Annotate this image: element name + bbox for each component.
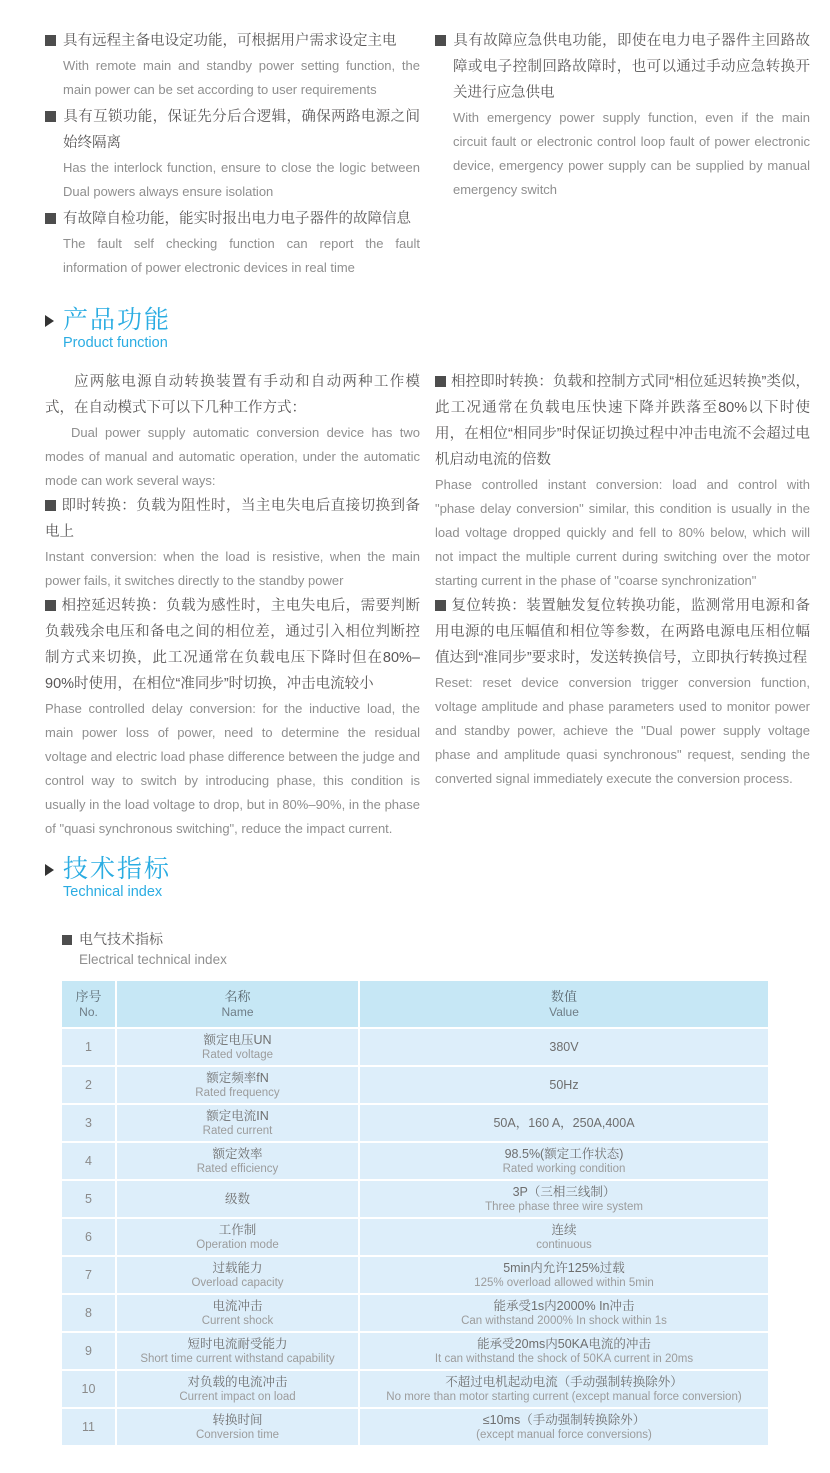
feature-cn-text: 具有互锁功能，保证先分后合逻辑，确保两路电源之间始终隔离 (63, 109, 420, 151)
feature-item (45, 104, 420, 204)
name-en: Operation mode (196, 1238, 279, 1251)
cell-value (360, 1295, 768, 1333)
header-no-cn: 序号 (75, 989, 102, 1004)
header-cell-name (117, 981, 360, 1029)
table-row (62, 1295, 768, 1333)
cell-value (360, 1371, 768, 1409)
bullet-square-icon (45, 35, 56, 46)
name-cn: 对负载的电流冲击 (187, 1374, 288, 1389)
table-row (62, 1219, 768, 1257)
subheader-en: Electrical technical index (79, 952, 227, 967)
value-en: Can withstand 2000% In shock within 1s (461, 1314, 667, 1327)
name-en: Rated voltage (202, 1048, 273, 1061)
name-cn: 电流冲击 (212, 1298, 263, 1313)
product-function-body (45, 369, 810, 841)
value-en: (except manual force conversions) (476, 1428, 652, 1441)
name-cn: 短时电流耐受能力 (187, 1336, 288, 1351)
subheader-cn-text: 电气技术指标 (79, 931, 163, 947)
header-cell-value (360, 981, 768, 1029)
section-title-cn: 产品功能 (63, 306, 172, 334)
bullet-square-icon (45, 111, 56, 122)
row-number: 4 (85, 1154, 92, 1168)
section-title-en: Product function (63, 335, 168, 351)
row-number: 10 (81, 1382, 96, 1396)
header-no-en: No. (79, 1005, 98, 1019)
value-cn: 5min内允许125%过载 (503, 1260, 625, 1275)
header-name-en: Name (221, 1005, 254, 1019)
cell-no (62, 1067, 117, 1105)
cell-no (62, 1105, 117, 1143)
table-row (62, 1409, 768, 1447)
cell-no (62, 1295, 117, 1333)
spec-table (62, 981, 768, 1447)
row-number: 6 (85, 1230, 92, 1244)
row-number: 1 (85, 1040, 92, 1054)
cell-no (62, 1143, 117, 1181)
feature-text-en: Has the interlock function, ensure to close the logic between Dual powers always ensure isolation (63, 160, 420, 199)
table-row (62, 1029, 768, 1067)
value-en: 125% overload allowed within 5min (474, 1276, 654, 1289)
cell-name (117, 1371, 360, 1409)
value-en: continuous (536, 1238, 592, 1251)
header-cell-no (62, 981, 117, 1029)
cell-name (117, 1067, 360, 1105)
cell-no (62, 1029, 117, 1067)
name-en: Rated frequency (195, 1086, 280, 1099)
feature-item (45, 28, 420, 102)
cell-name (117, 1295, 360, 1333)
feature-item (45, 206, 420, 280)
cell-no (62, 1219, 117, 1257)
row-number: 9 (85, 1344, 92, 1358)
value-cn: 能承受20ms内50KA电流的冲击 (477, 1336, 651, 1351)
paragraph-cn-text: 相控延迟转换：负载为感性时，主电失电后，需要判断负载残余电压和备电之间的相位差，通过引入相位判断控制方式来切换，此工况通常在负载电压下降时但在80%–90%时使用，在相位“准同步”时切换，冲击电流较小 (45, 598, 420, 692)
feature-text-cn (45, 28, 420, 54)
name-en: Short time current withstand capability (140, 1352, 335, 1365)
paragraph-cn-bullet (45, 593, 420, 697)
bullet-square-icon (62, 935, 72, 945)
value-en: No more than motor starting current (except manual force conversion) (386, 1390, 742, 1403)
feature-list-left (45, 28, 420, 282)
cell-value (360, 1257, 768, 1295)
name-cn: 额定效率 (212, 1146, 263, 1161)
value-cn: 380V (549, 1040, 579, 1054)
technical-index-header (45, 855, 810, 902)
product-function-titles (63, 306, 171, 353)
value-cn: ≤10ms（手动强制转换除外） (482, 1412, 646, 1427)
feature-text-cn (435, 28, 810, 106)
row-number: 7 (85, 1268, 92, 1282)
cell-name (117, 1181, 360, 1219)
row-number: 5 (85, 1192, 92, 1206)
feature-text-en: With remote main and standby power setting function, the main power can be set according to user requirements (63, 58, 420, 97)
feature-text-en: The fault self checking function can report the fault information of power electronic devices in real time (63, 236, 420, 275)
feature-text-cn (45, 104, 420, 156)
cell-name (117, 1333, 360, 1371)
table-row (62, 1371, 768, 1409)
bullet-square-icon (45, 213, 56, 224)
cell-value (360, 1333, 768, 1371)
cell-name (117, 1029, 360, 1067)
bullet-square-icon (435, 600, 446, 611)
feature-cn-text: 具有远程主备电设定功能，可根据用户需求设定主电 (63, 33, 397, 49)
paragraph-en: Dual power supply automatic conversion device has two modes of manual and automatic operation, under the automatic mode can work several ways: (45, 425, 420, 488)
value-cn: 3P（三相三线制） (512, 1184, 616, 1199)
paragraph-en: Instant conversion: when the load is resistive, when the main power fails, it switches directly to the standby power (45, 549, 420, 588)
paragraph-cn-bullet (435, 593, 810, 671)
name-en: Rated efficiency (196, 1162, 279, 1175)
table-row (62, 1257, 768, 1295)
name-cn: 额定电压UN (203, 1032, 272, 1047)
table-row (62, 1105, 768, 1143)
name-cn: 额定频率fN (206, 1070, 269, 1085)
row-number: 8 (85, 1306, 92, 1320)
name-en: Conversion time (195, 1428, 280, 1441)
header-value-cn: 数值 (550, 989, 577, 1004)
electrical-index-subheader (62, 928, 810, 970)
name-cn: 额定电流IN (206, 1108, 269, 1123)
cell-no (62, 1371, 117, 1409)
cell-value (360, 1181, 768, 1219)
cell-no (62, 1333, 117, 1371)
name-cn: 转换时间 (212, 1412, 263, 1427)
value-cn: 50A，160 A，250A,400A (493, 1116, 635, 1130)
bullet-square-icon (45, 500, 56, 511)
cell-value (360, 1143, 768, 1181)
value-en: Rated working condition (502, 1162, 626, 1175)
product-text-right (435, 369, 810, 841)
cell-value (360, 1067, 768, 1105)
cell-value (360, 1029, 768, 1067)
section-title-cn: 技术指标 (63, 855, 172, 883)
product-text-left (45, 369, 420, 841)
feature-list-right (435, 28, 810, 282)
cell-name (117, 1105, 360, 1143)
feature-text-en: With emergency power supply function, even if the main circuit fault or electronic control loop fault of power electronic device, emergency power supply can be supplied by manual emergency switch (453, 110, 810, 197)
paragraph-cn-bullet (435, 369, 810, 473)
feature-cn-text: 有故障自检功能，能实时报出电力电子器件的故障信息 (63, 211, 411, 227)
header-value-en: Value (549, 1005, 579, 1019)
cell-value (360, 1409, 768, 1447)
table-row (62, 1333, 768, 1371)
value-en: Three phase three wire system (485, 1200, 643, 1213)
table-row (62, 1067, 768, 1105)
cell-no (62, 1409, 117, 1447)
value-cn: 50Hz (549, 1078, 579, 1092)
feature-item (435, 28, 810, 202)
technical-index-titles (63, 855, 171, 902)
paragraph-en: Phase controlled instant conversion: load and control with "phase delay conversion" similar, this condition is usually in the load voltage dropped quickly and fell to 80% below, which will not impact the multiple current during switching over the motor starting current in the phase of "coarse synchronization" (435, 477, 810, 588)
name-cn: 级数 (224, 1192, 250, 1206)
name-cn: 过载能力 (212, 1260, 263, 1275)
table-header-row (62, 981, 768, 1029)
cell-no (62, 1181, 117, 1219)
cell-value (360, 1219, 768, 1257)
header-name-cn: 名称 (224, 989, 251, 1004)
feature-list-section (45, 28, 810, 282)
subheader-cn (62, 928, 810, 950)
feature-text-cn (45, 206, 420, 232)
triangle-bullet-icon (45, 864, 54, 876)
value-cn: 98.5%(额定工作状态) (504, 1146, 624, 1161)
cell-name (117, 1143, 360, 1181)
row-number: 3 (85, 1116, 92, 1130)
triangle-bullet-icon (45, 315, 54, 327)
cell-name (117, 1219, 360, 1257)
paragraph-cn-bullet (45, 493, 420, 545)
paragraph-en: Reset: reset device conversion trigger conversion function, voltage amplitude and phase parameters used to monitor power and standby power, achieve the "Dual power supply voltage phase and amplitude quasi synchronous" request, sending the converted signal immediately execute the conversion process. (435, 675, 810, 786)
value-en: It can withstand the shock of 50KA current in 20ms (434, 1352, 694, 1365)
paragraph-cn-text: 相控即时转换：负载和控制方式同“相位延迟转换”类似，此工况通常在负载电压快速下降并跌落至80%以下时使用，在相位“相同步”时保证切换过程中冲击电流不会超过电机启动电流的倍数 (435, 374, 810, 468)
cell-no (62, 1257, 117, 1295)
cell-name (117, 1409, 360, 1447)
name-cn: 工作制 (218, 1222, 257, 1237)
product-function-header (45, 306, 810, 353)
cell-name (117, 1257, 360, 1295)
name-en: Current shock (201, 1314, 274, 1327)
table-body (62, 1029, 768, 1447)
paragraph-en: Phase controlled delay conversion: for the inductive load, the main power loss of power, need to determine the residual voltage and electric load phase difference between the judge and control way to switch by introducing phase, this condition is usually in the load voltage to drop, but in 80%–90%, in the phase of "quasi synchronous switching", reduce the impact current. (45, 701, 420, 836)
bullet-square-icon (435, 35, 446, 46)
row-number: 11 (82, 1420, 95, 1434)
value-cn: 能承受1s内2000% In冲击 (493, 1298, 635, 1313)
paragraph-cn-text: 复位转换：装置触发复位转换功能，监测常用电源和备用电源的电压幅值和相位等参数，在两路电源电压相位幅值达到“准同步”要求时，发送转换信号，立即执行转换过程 (435, 598, 810, 666)
name-en: Rated current (202, 1124, 273, 1137)
paragraph-cn: 应两舷电源自动转换装置有手动和自动两种工作模式，在自动模式下可以下几种工作方式： (45, 374, 420, 416)
table-row (62, 1181, 768, 1219)
cell-value (360, 1105, 768, 1143)
feature-cn-text: 具有故障应急供电功能，即使在电力电子器件主回路故障或电子控制回路故障时，也可以通过手动应急转换开关进行应急供电 (453, 33, 810, 101)
value-cn: 不超过电机起动电流（手动强制转换除外） (445, 1374, 683, 1389)
table-row (62, 1143, 768, 1181)
bullet-square-icon (45, 600, 56, 611)
bullet-square-icon (435, 376, 446, 387)
paragraph-cn-text: 即时转换：负载为阻性时，当主电失电后直接切换到备电上 (45, 498, 420, 540)
name-en: Overload capacity (191, 1276, 284, 1289)
row-number: 2 (85, 1078, 92, 1092)
section-title-en: Technical index (63, 884, 163, 900)
value-cn: 连续 (551, 1222, 577, 1237)
name-en: Current impact on load (179, 1390, 296, 1403)
